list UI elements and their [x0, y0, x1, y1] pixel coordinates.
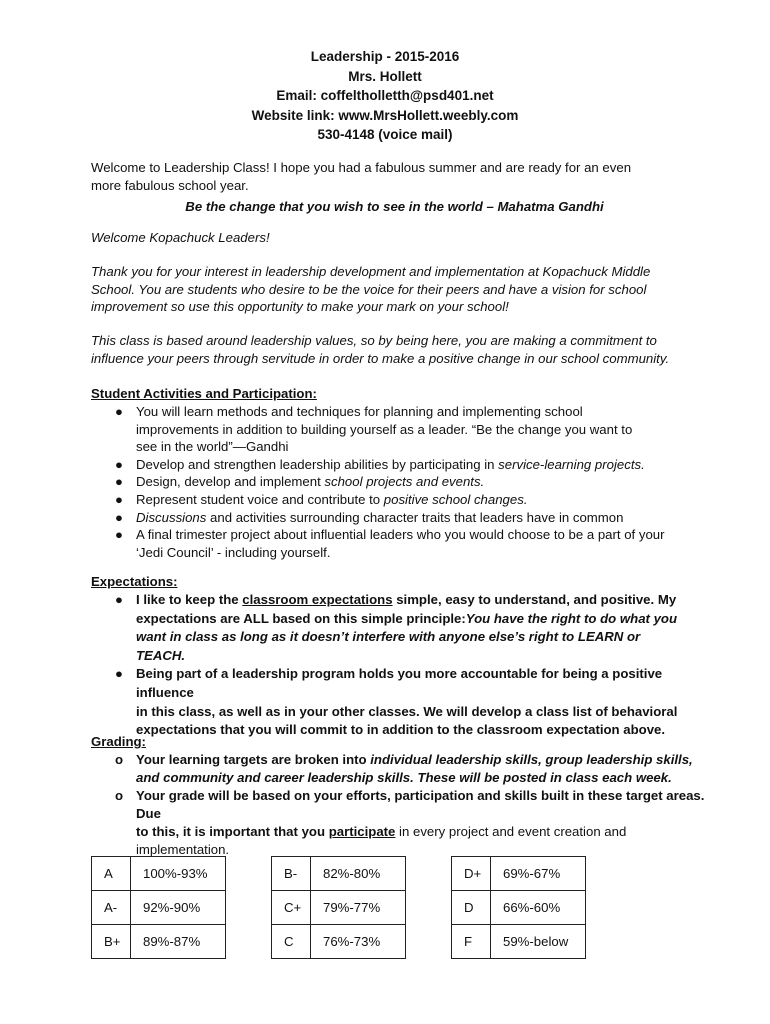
- grade-letter: D: [452, 891, 491, 925]
- grade-letter: A: [92, 857, 131, 891]
- list-item-text: Develop and strengthen leadership abilities by participating in: [136, 456, 499, 472]
- grade-letter: A-: [92, 891, 131, 925]
- grade-range: 59%-below: [491, 925, 586, 959]
- list-item: [114, 787, 711, 859]
- activities-heading: Student Activities and Participation:: [91, 386, 317, 401]
- participate-term: participate: [328, 824, 396, 839]
- list-item-line: improvements in addition to building yourself as a leader. “Be the change you want to: [136, 421, 633, 437]
- paragraph-line: School. You are students who desire to be the voice for their peers and have a vision for school: [91, 281, 647, 297]
- grade-table-d-f: [451, 856, 586, 959]
- table-row: [452, 891, 586, 925]
- list-item: [115, 456, 711, 474]
- list-item-text: to this, it is important that you: [136, 824, 329, 839]
- list-item: [115, 526, 711, 561]
- expectations-heading: Expectations:: [91, 574, 178, 589]
- list-item-emphasis: service-learning projects.: [498, 456, 645, 472]
- list-item-line: [136, 610, 711, 629]
- grade-range: 89%-87%: [131, 925, 226, 959]
- greeting: Welcome Kopachuck Leaders!: [91, 230, 270, 245]
- list-item-line: A final trimester project about influential leaders who you would choose to be a part of your: [136, 527, 665, 543]
- list-item-line: [136, 591, 711, 610]
- paragraph-line: This class is based around leadership values, so by being here, you are making a commitment to: [91, 333, 657, 348]
- list-item-line: [136, 823, 711, 841]
- list-item-text: I like to keep the: [136, 592, 243, 607]
- grade-table-a-b: [91, 856, 226, 959]
- grade-range: 82%-80%: [311, 857, 406, 891]
- list-item-text: Your learning targets are broken into: [136, 752, 371, 767]
- list-item-line: [136, 751, 711, 769]
- list-item-line: expectations that you will commit to in addition to the classroom expectation above.: [136, 722, 666, 738]
- table-row: [272, 925, 406, 959]
- bullet-icon: ●: [115, 404, 123, 419]
- list-item-text: and activities surrounding character traits that leaders have in common: [206, 509, 624, 525]
- bullet-icon: ●: [115, 509, 123, 525]
- list-item: [115, 473, 711, 491]
- list-item: [115, 665, 711, 739]
- table-row: [452, 857, 586, 891]
- list-item-line: You will learn methods and techniques for planning and implementing school: [136, 404, 583, 419]
- grade-letter: C+: [272, 891, 311, 925]
- contact-email: Email: coffeltholletth@psd401.net: [276, 88, 494, 104]
- paragraph-line: improvement so use this opportunity to make your mark on your school!: [91, 299, 509, 315]
- grade-letter: B-: [272, 857, 311, 891]
- list-item-emphasis: Discussions: [136, 509, 207, 525]
- bullet-icon: ●: [115, 491, 123, 507]
- bullet-icon: ●: [115, 456, 123, 472]
- grade-letter: D+: [452, 857, 491, 891]
- list-item-line: want in class as long as it doesn’t interfere with anyone else’s right to LEARN or: [136, 629, 641, 645]
- expectations-list: [115, 591, 711, 740]
- list-item: [114, 751, 711, 787]
- list-item-emphasis: school projects and events.: [324, 474, 485, 490]
- grade-letter: C: [272, 925, 311, 959]
- list-item-line: TEACH.: [136, 647, 186, 663]
- grade-range: 69%-67%: [491, 857, 586, 891]
- list-item: [115, 491, 711, 509]
- table-row: [272, 891, 406, 925]
- grade-range: 66%-60%: [491, 891, 586, 925]
- bullet-icon: o: [114, 788, 124, 803]
- classroom-expectations-term: classroom expectations: [242, 592, 393, 607]
- list-item-line: see in the world”—Gandhi: [136, 439, 289, 455]
- grade-letter: B+: [92, 925, 131, 959]
- list-item: [115, 509, 711, 527]
- bullet-icon: ●: [115, 666, 123, 682]
- welcome-paragraph: [91, 159, 691, 194]
- course-title: Leadership - 2015-2016: [310, 49, 460, 64]
- intro-paragraph-1: [91, 263, 691, 316]
- list-item-text: Design, develop and implement: [136, 474, 325, 490]
- grade-letter: F: [452, 925, 491, 959]
- list-item-text: simple, easy to understand, and positive. My: [392, 592, 677, 607]
- list-item-text: in every project and event creation and: [395, 824, 627, 839]
- grade-table-b-c: [271, 856, 406, 959]
- list-item-line: Your grade will be based on your efforts, participation and skills built in these target areas. Due: [136, 788, 705, 821]
- bullet-icon: o: [114, 752, 124, 767]
- list-item-line: implementation.: [136, 842, 230, 857]
- grade-range: 92%-90%: [131, 891, 226, 925]
- grading-list: [114, 751, 711, 859]
- list-item-emphasis: individual leadership skills, group leadership skills,: [370, 752, 693, 767]
- table-row: [452, 925, 586, 959]
- grading-heading: Grading:: [91, 734, 146, 749]
- list-item-line: Being part of a leadership program holds you more accountable for being a positive influence: [136, 666, 663, 700]
- list-item-emphasis: You have the right to do what you: [465, 610, 678, 626]
- list-item-line: ‘Jedi Council’ - including yourself.: [136, 544, 331, 560]
- list-item-line: and community and career leadership skills. These will be posted in class each week.: [136, 770, 672, 785]
- website-link: Website link: www.MrsHollett.weebly.com: [251, 107, 519, 123]
- bullet-icon: ●: [115, 527, 123, 543]
- list-item-text: Represent student voice and contribute to: [136, 491, 384, 507]
- list-item: [115, 403, 711, 456]
- grade-range: 79%-77%: [311, 891, 406, 925]
- welcome-line: Welcome to Leadership Class! I hope you had a fabulous summer and are ready for an even: [91, 160, 632, 175]
- table-row: [92, 857, 226, 891]
- phone-number: 530-4148 (voice mail): [317, 127, 453, 143]
- paragraph-line: Thank you for your interest in leadership development and implementation at Kopachuck Middle: [91, 264, 651, 279]
- welcome-line: more fabulous school year.: [91, 177, 249, 193]
- list-item-emphasis: positive school changes.: [383, 491, 528, 507]
- grade-range: 76%-73%: [311, 925, 406, 959]
- bullet-icon: ●: [115, 474, 123, 490]
- list-item-text: expectations are ALL based on this simple principle:: [136, 610, 466, 626]
- intro-paragraph-2: [91, 332, 691, 367]
- paragraph-line: influence your peers through servitude in order to make a positive change in our school community.: [91, 350, 670, 366]
- teacher-name: Mrs. Hollett: [348, 68, 422, 84]
- document-header: [0, 47, 770, 145]
- table-row: [92, 891, 226, 925]
- list-item: [115, 591, 711, 665]
- bullet-icon: ●: [115, 592, 123, 607]
- gandhi-quote: Be the change that you wish to see in the world – Mahatma Gandhi: [185, 199, 604, 214]
- activities-list: [115, 403, 711, 561]
- table-row: [272, 857, 406, 891]
- list-item-line: in this class, as well as in your other classes. We will develop a class list of behavioral: [136, 703, 678, 719]
- table-row: [92, 925, 226, 959]
- grade-range: 100%-93%: [131, 857, 226, 891]
